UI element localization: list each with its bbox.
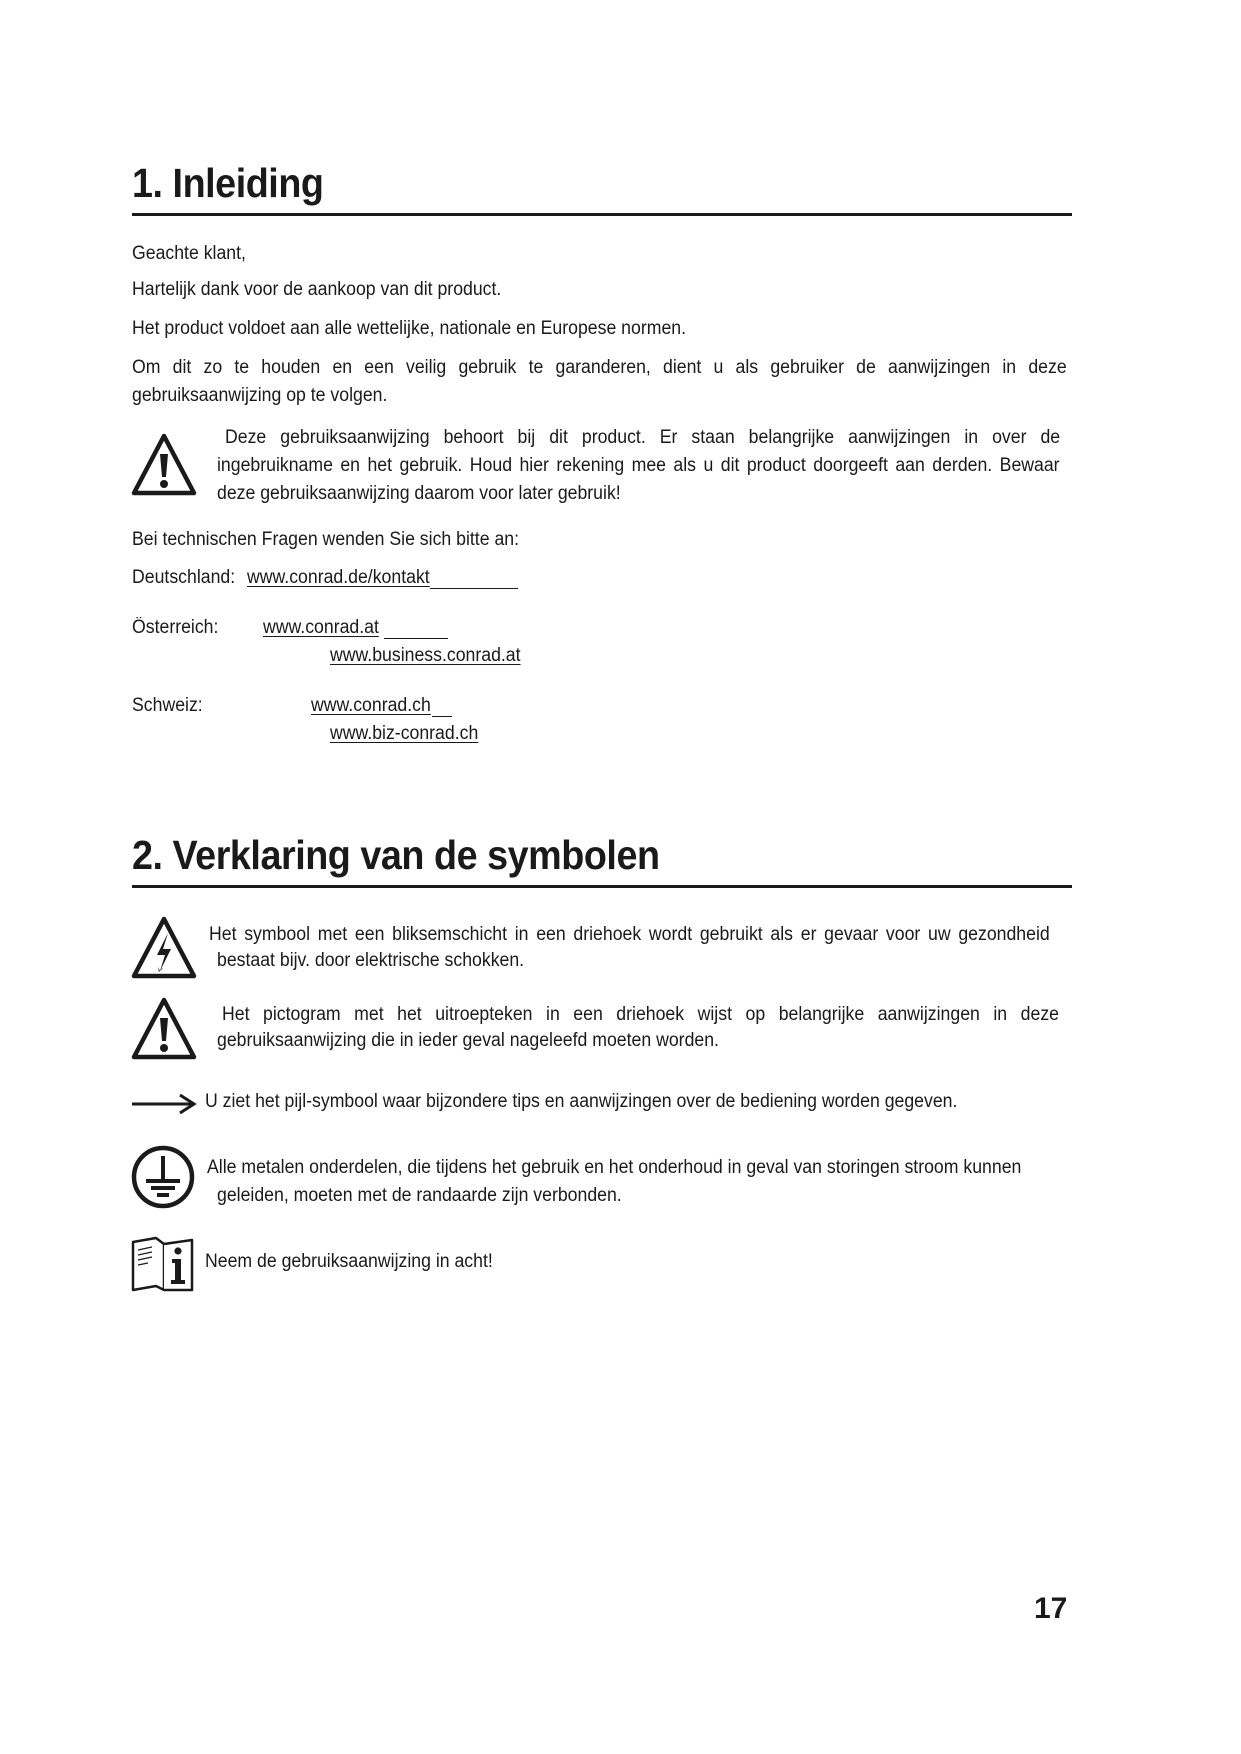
symbol-exclamation-line1: Het pictogram met het uitroepteken in een driehoek wijst op belangrijke aanwijzingen in deze — [222, 1004, 1059, 1025]
symbol-lightning-line2: bestaat bijv. door elektrische schokken. — [217, 950, 525, 971]
exclamation-warning-icon — [130, 432, 198, 498]
exclamation-warning-icon — [130, 996, 198, 1062]
contact-country-deutschland: Deutschland: — [132, 567, 236, 588]
warning-text-line2: ingebruikname en het gebruik. Houd hier rekening mee als u dit product doorgeeft aan derden. Bewaar — [217, 455, 1060, 476]
keep-text-line2: gebruiksaanwijzing op te volgen. — [132, 385, 388, 406]
symbol-exclamation-line2: gebruiksaanwijzing die in ieder geval nageleefd moeten worden. — [217, 1030, 719, 1051]
contact-link-conrad-ch[interactable]: www.conrad.ch — [311, 695, 431, 716]
keep-text-line1: Om dit zo te houden en een veilig gebruik te garanderen, dient u als gebruiker de aanwijzingen in deze — [132, 357, 1067, 378]
contact-underline-extension — [384, 638, 448, 639]
contact-underline-extension — [430, 588, 518, 589]
contact-underline-extension — [432, 716, 452, 717]
heading-rule — [132, 213, 1072, 216]
norms-text: Het product voldoet aan alle wettelijke, nationale en Europese normen. — [132, 318, 687, 339]
symbol-ground-line1: Alle metalen onderdelen, die tijdens het gebruik en het onderhoud in geval van storingen stroom kunnen — [207, 1157, 1022, 1178]
greeting-text: Geachte klant, — [132, 243, 246, 264]
warning-text-line3: deze gebruiksaanwijzing daarom voor later gebruik! — [217, 483, 621, 504]
symbol-lightning-line1: Het symbool met een bliksemschicht in een driehoek wordt gebruikt als er gevaar voor uw gezondheid — [209, 924, 1050, 945]
symbol-manual-line1: Neem de gebruiksaanwijzing in acht! — [205, 1251, 493, 1272]
symbol-arrow-line1: U ziet het pijl-symbool waar bijzondere tips en aanwijzingen over de bediening worden gegeven. — [205, 1091, 958, 1112]
section-heading-inleiding: 1. Inleiding — [132, 160, 324, 206]
thanks-text: Hartelijk dank voor de aankoop van dit product. — [132, 279, 502, 300]
arrow-right-icon — [130, 1092, 198, 1116]
section-heading-symbolen: 2. Verklaring van de symbolen — [132, 832, 660, 878]
symbol-ground-line2: geleiden, moeten met de randaarde zijn verbonden. — [217, 1185, 622, 1206]
contact-link-conrad-at[interactable]: www.conrad.at — [263, 617, 379, 638]
contact-link-conrad-de[interactable]: www.conrad.de/kontakt — [247, 567, 430, 588]
contact-intro-text: Bei technischen Fragen wenden Sie sich bitte an: — [132, 529, 520, 550]
lightning-warning-icon — [130, 915, 198, 981]
contact-link-business-conrad-at[interactable]: www.business.conrad.at — [330, 645, 521, 666]
ground-earth-icon — [130, 1144, 196, 1210]
contact-country-oesterreich: Österreich: — [132, 617, 219, 638]
contact-country-schweiz: Schweiz: — [132, 695, 203, 716]
manual-info-icon — [130, 1234, 196, 1294]
contact-link-biz-conrad-ch[interactable]: www.biz-conrad.ch — [330, 723, 479, 744]
page-number: 17 — [1034, 1592, 1068, 1625]
heading-rule — [132, 885, 1072, 888]
warning-text-line1: Deze gebruiksaanwijzing behoort bij dit product. Er staan belangrijke aanwijzingen in over de — [225, 427, 1061, 448]
